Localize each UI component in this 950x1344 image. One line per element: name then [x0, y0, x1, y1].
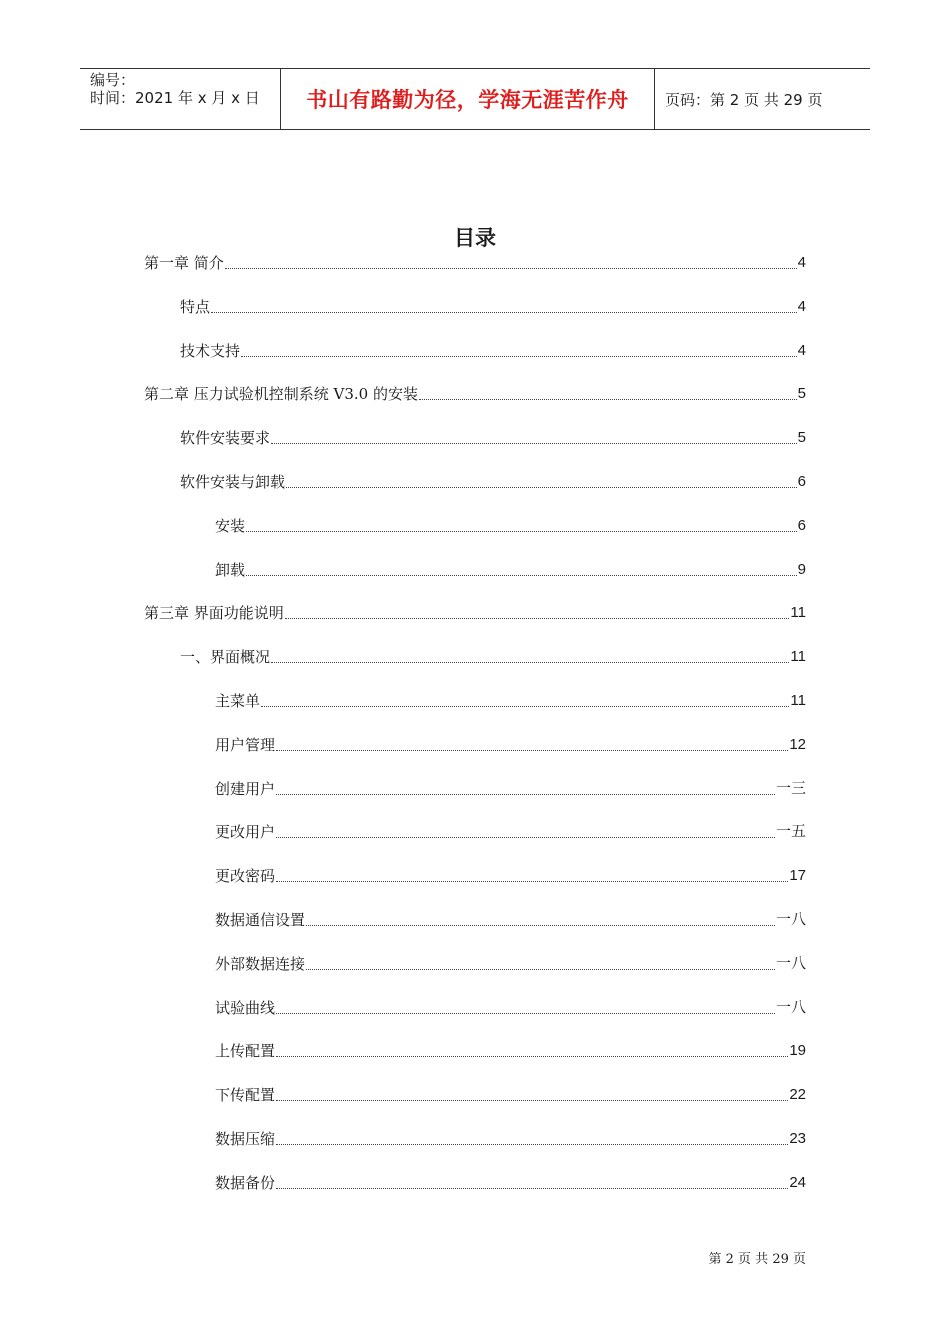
- toc-entry-page: 5: [797, 385, 806, 403]
- toc-entry-text: 技术支持: [180, 341, 241, 360]
- toc-entry[interactable]: [215, 1040, 806, 1062]
- toc-entry[interactable]: [215, 1084, 806, 1106]
- toc-leader-dots: [271, 661, 789, 663]
- toc-leader-dots: [306, 924, 775, 926]
- toc-entry-text: 上传配置: [215, 1042, 276, 1061]
- toc-entry-text: 第三章 界面功能说明: [144, 604, 284, 623]
- toc-entry-page: 12: [789, 735, 806, 753]
- toc-entry-text: 更改密码: [215, 867, 276, 886]
- toc-entry-text: 数据通信设置: [215, 911, 306, 929]
- toc-entry-page: 19: [789, 1042, 806, 1060]
- toc-leader-dots: [419, 398, 797, 400]
- toc-entry[interactable]: [215, 559, 806, 581]
- toc-entry[interactable]: [144, 602, 806, 624]
- toc-leader-dots: [276, 836, 775, 838]
- toc-entry-text: 安装: [215, 516, 246, 535]
- toc-entry-text: 下传配置: [215, 1086, 276, 1105]
- toc-entry-page: 11: [790, 604, 806, 622]
- toc-entry-page: 5: [797, 429, 806, 447]
- toc-entry[interactable]: [144, 383, 806, 405]
- toc-entry[interactable]: [180, 427, 806, 449]
- toc-leader-dots: [276, 1055, 788, 1057]
- toc-leader-dots: [276, 749, 788, 751]
- toc-entry[interactable]: [215, 778, 806, 800]
- footer-page-label: 第 2 页 共 29 页: [708, 1252, 806, 1267]
- toc-entry-text: 外部数据连接: [215, 954, 306, 973]
- toc-entry-text: 试验曲线: [215, 998, 276, 1017]
- toc-entry-page: 4: [797, 254, 806, 271]
- toc-entry-page: 23: [789, 1130, 806, 1147]
- document-number-label: 编号：: [90, 71, 136, 89]
- toc-entry[interactable]: [215, 909, 806, 931]
- toc-leader-dots: [276, 1099, 788, 1101]
- toc-entry-page: 一八: [775, 911, 806, 928]
- toc-entry-page: 一五: [775, 823, 806, 841]
- toc-entry[interactable]: [215, 821, 806, 843]
- toc-entry[interactable]: [215, 953, 806, 975]
- toc-leader-dots: [225, 267, 797, 269]
- toc-leader-dots: [276, 1187, 788, 1189]
- toc-entry[interactable]: [215, 997, 806, 1019]
- header-motto: 书山有路勤为径，学海无涯苦作舟: [281, 69, 655, 129]
- header-meta: [80, 69, 281, 129]
- toc-leader-dots: [286, 486, 797, 488]
- toc-entry-text: 软件安装与卸载: [180, 473, 286, 491]
- toc-entry-page: 一三: [775, 779, 806, 797]
- toc-leader-dots: [271, 442, 797, 444]
- toc-entry[interactable]: [215, 515, 806, 537]
- toc-entry-page: 6: [797, 473, 806, 490]
- toc-leader-dots: [241, 355, 797, 357]
- toc-entry-text: 更改用户: [215, 823, 276, 842]
- toc-leader-dots: [276, 1143, 788, 1145]
- toc-leader-dots: [285, 617, 790, 619]
- toc-leader-dots: [246, 574, 797, 576]
- toc-title: 目录: [454, 225, 496, 250]
- toc-entry-page: 一八: [775, 998, 806, 1016]
- toc-entry[interactable]: [180, 296, 806, 318]
- toc-entry-page: 11: [790, 648, 806, 666]
- toc-leader-dots: [276, 1012, 775, 1014]
- toc-entry-text: 第二章 压力试验机控制系统 V3.0 的安装: [144, 385, 418, 404]
- toc-entry-page: 17: [789, 867, 806, 885]
- toc-leader-dots: [306, 968, 775, 970]
- toc-leader-dots: [211, 311, 797, 313]
- toc-entry-text: 创建用户: [215, 779, 276, 798]
- toc-entry-page: 11: [790, 692, 806, 709]
- toc-entry-text: 软件安装要求: [180, 429, 271, 448]
- page-header: [80, 68, 870, 130]
- toc-leader-dots: [246, 530, 797, 532]
- header-page-label: 页码：第 2 页 共 29 页: [665, 90, 823, 109]
- document-date-label: 时间：2021 年 x 月 x 日: [90, 89, 260, 107]
- toc-leader-dots: [276, 793, 775, 795]
- toc-entry-text: 数据压缩: [215, 1130, 276, 1148]
- toc-leader-dots: [276, 880, 788, 882]
- toc-entry[interactable]: [215, 1128, 806, 1150]
- toc-entry[interactable]: [215, 690, 806, 712]
- toc-entry-page: 一八: [775, 954, 806, 972]
- toc-leader-dots: [261, 705, 789, 707]
- toc-entry-text: 主菜单: [215, 692, 261, 710]
- toc-entry-text: 数据备份: [215, 1173, 276, 1192]
- toc-entry-text: 卸载: [215, 560, 246, 579]
- toc-entry[interactable]: [215, 734, 806, 756]
- toc-entry-page: 4: [797, 341, 806, 359]
- toc-entry-page: 24: [789, 1173, 806, 1191]
- toc-entry-text: 用户管理: [215, 735, 276, 754]
- toc-entry-text: 特点: [180, 297, 211, 316]
- toc-entry-text: 第一章 简介: [144, 254, 224, 272]
- toc-entry-page: 6: [797, 516, 806, 534]
- toc-entry-page: 4: [797, 297, 806, 315]
- toc-entry-page: 22: [789, 1086, 806, 1104]
- toc-entry[interactable]: [180, 340, 806, 362]
- toc-entry[interactable]: [180, 471, 806, 493]
- toc-entry[interactable]: [215, 1172, 806, 1194]
- toc-entry-page: 9: [797, 560, 806, 578]
- toc-entry[interactable]: [144, 252, 806, 274]
- toc-entry-text: 一、界面概况: [180, 648, 271, 667]
- toc-entry[interactable]: [215, 865, 806, 887]
- toc-entry[interactable]: [180, 646, 806, 668]
